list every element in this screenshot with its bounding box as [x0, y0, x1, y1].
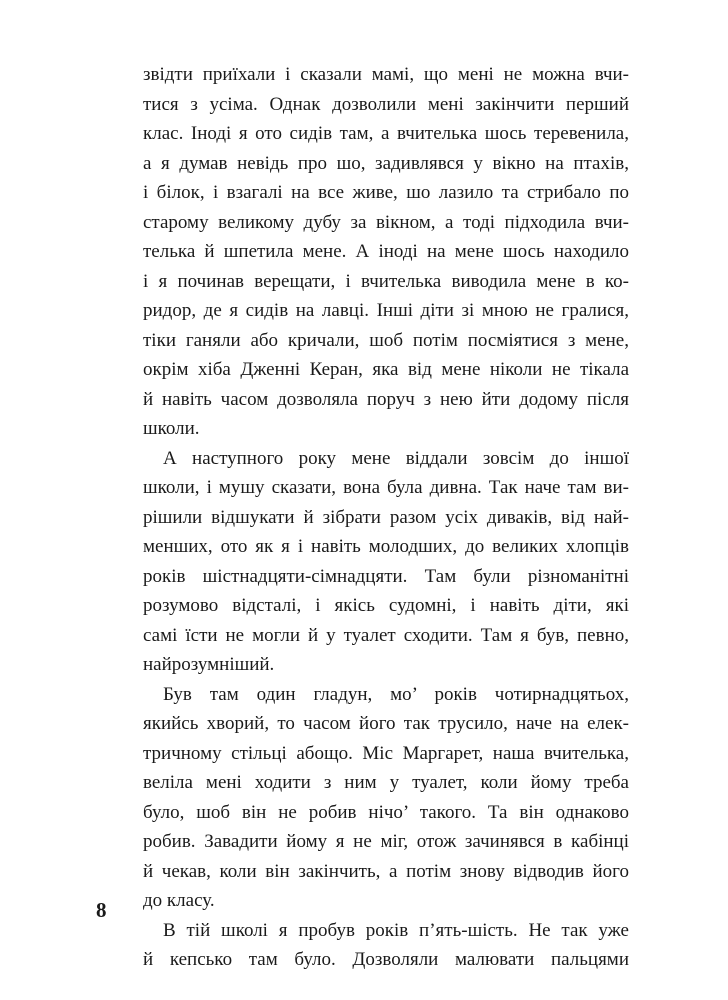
text-line: А наступного року мене віддали зовсім до іншої [163, 447, 629, 469]
text-line: й чекав, коли він закінчить, а потім знову відводив його [143, 860, 629, 882]
text-line: найрозумніший. [143, 654, 275, 675]
body-text [143, 60, 629, 975]
text-line: і білок, і взагалі на все живе, шо лазило та стрибало по [143, 182, 629, 203]
text-line: самі їсти не могли й у туалет сходити. Там я був, певно, [143, 624, 629, 646]
text-line: ридор, де я сидів на лавці. Інші діти зі мною не гралися, [143, 300, 629, 321]
text-line: було, шоб він не робив нічо’ такого. Та він однаково [143, 801, 629, 823]
text-line: робив. Завадити йому я не міг, отож зачинявся в кабінці [143, 831, 629, 852]
text-line: і я починав верещати, і вчителька виводила мене в ко- [143, 270, 629, 292]
text-line: клас. Іноді я ото сидів там, а вчителька шось теревенила, [143, 123, 629, 144]
text-line: веліла мені ходити з ним у туалет, коли йому треба [143, 772, 629, 793]
text-line: Був там один гладун, мо’ років чотирнадцятьох, [163, 683, 629, 705]
text-line: звідти приїхали і сказали мамі, що мені не можна вчи- [143, 64, 629, 85]
text-line: окрім хіба Дженні Керан, яка від мене ніколи не тікала [143, 359, 629, 380]
text-line: розумово відсталі, і якісь судомні, і навіть діти, які [143, 595, 629, 616]
text-line: старому великому дубу за вікном, а тоді підходила вчи- [143, 211, 629, 233]
text-line: й навіть часом дозволяла поруч з нею йти додому після [143, 388, 629, 410]
text-line: рішили відшукати й зібрати разом усіх диваків, від най- [143, 506, 629, 528]
text-line: років шістнадцяти-сімнадцяти. Там були різноманітні [143, 565, 629, 587]
text-line: тіки ганяли або кричали, шоб потім посміятися з мене, [143, 329, 629, 351]
text-line: якийсь хворий, то часом його так трусило, наче на елек- [143, 713, 629, 734]
text-line: телька й шпетила мене. А іноді на мене шось находило [143, 241, 629, 262]
text-line: й кепсько там було. Дозволяли малювати пальцями [143, 949, 629, 970]
page-number: 8 [96, 898, 107, 922]
text-line: школи. [143, 418, 200, 439]
text-line: тися з усіма. Однак дозволили мені закінчити перший [143, 93, 629, 115]
text-line: школи, і мушу сказати, вона була дивна. Так наче там ви- [143, 477, 629, 498]
text-line: менших, ото як я і навіть молодших, до великих хлопців [143, 536, 629, 557]
text-line: В тій школі я пробув років п’ять-шість. Не так уже [163, 919, 629, 941]
text-line: до класу. [143, 890, 215, 911]
text-line: а я думав невідь про шо, задивлявся у вікно на птахів, [143, 152, 629, 174]
text-line: тричному стільці абощо. Міс Маргарет, наша вчителька, [143, 742, 629, 764]
